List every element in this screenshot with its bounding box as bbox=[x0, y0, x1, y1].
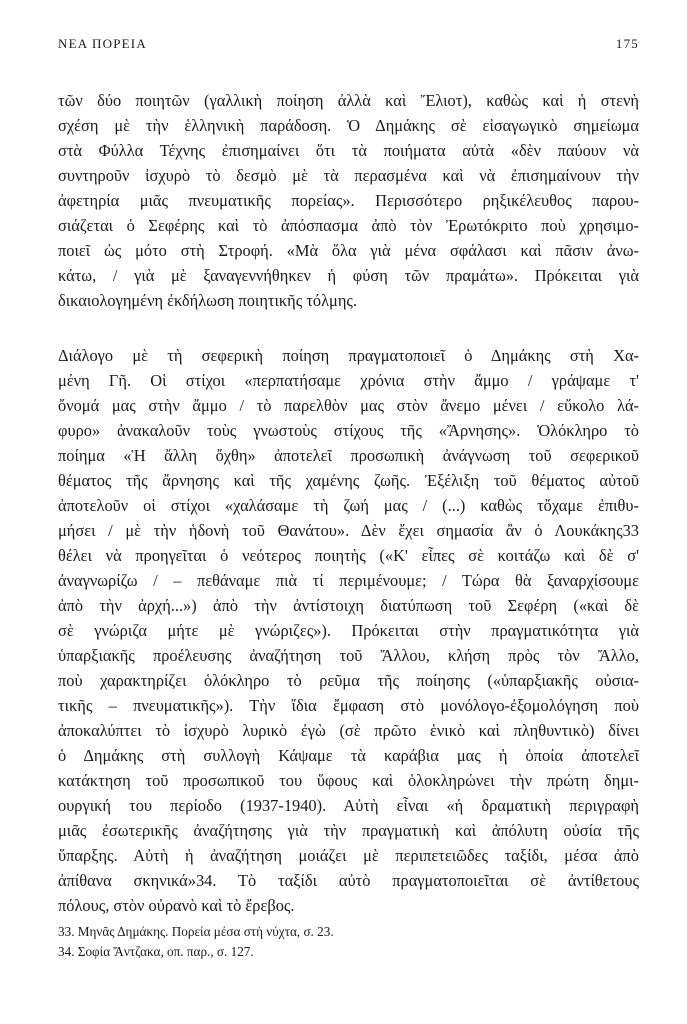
text-line: ποιεῖ ὡς μότο στὴ Στροφή. «Μὰ ὅλα γιὰ μένα σφάλασι καὶ πᾶσιν ἀνω- bbox=[58, 241, 639, 260]
running-head bbox=[58, 36, 639, 52]
text-line: μήσει / μὲ τὴν ἡδονὴ τοῦ Θανάτου». Δὲν ἔχει σημασία ἂν ὁ Λουκάκης33 bbox=[58, 521, 639, 540]
text-line: ἀπίθανα σκηνικά»34. Τὸ ταξίδι αὐτὸ πραγματοποιεῖται σὲ ἀντίθετους bbox=[58, 871, 639, 890]
text-line: πόλους, στὸν οὐρανὸ καὶ τὸ ἔρεβος. bbox=[58, 896, 295, 915]
text-line: ἀναγνωρίζω / – πεθάναμε πιὰ τί περιμένουμε; / Τώρα θὰ ξαναρχίσουμε bbox=[58, 571, 639, 590]
text-line: ὁ Δημάκης στὴ συλλογὴ Κάψαμε τὰ καράβια μας ἡ ὁποία ἀποτελεῖ bbox=[58, 746, 639, 765]
text-line: Διάλογο μὲ τὴ σεφερικὴ ποίηση πραγματοποιεῖ ὁ Δημάκης στὴ Χα- bbox=[58, 346, 639, 365]
text-line: σιάζεται ὁ Σεφέρης καὶ τὸ ἀπόσπασμα ἀπὸ τὸν Ἐρωτόκριτο ποὺ χρησιμο- bbox=[58, 216, 639, 235]
text-line: ὕπαρξης. Αὐτὴ ἡ ἀναζήτηση μοιάζει μὲ περιπετειῶδες ταξίδι, μέσα ἀπὸ bbox=[58, 846, 639, 865]
text-line: ὑπαρξιακῆς προέλευσης ἀναζήτηση τοῦ Ἄλλου, κλήση πρὸς τὸν Ἄλλο, bbox=[58, 646, 639, 665]
text-line: ἀπὸ τὴν ἀρχή...») ἀπὸ τὴν ἀντίστοιχη διατύπωση τοῦ Σεφέρη («καὶ δὲ bbox=[58, 596, 639, 615]
text-line: σχέση μὲ τὴν ἑλληνικὴ παράδοση. Ὁ Δημάκης σὲ εἰσαγωγικὸ σημείωμα bbox=[58, 116, 639, 135]
text-line: σὲ γνώριζα μήτε μὲ γνώριζες»). Πρόκειται στὴν πραγματικότητα γιὰ bbox=[58, 621, 639, 640]
text-line: θέματος τῆς ἄρνησης καὶ τῆς χαμένης ζωῆς. Ἐξέλιξη τοῦ θέματος αὐτοῦ bbox=[58, 471, 639, 490]
text-line: μιᾶς ἐσωτερικῆς ἀναζήτησης γιὰ τὴν πραγματικὴ καὶ ἀπόλυτη οὐσία τῆς bbox=[58, 821, 639, 840]
text-line: ποὺ χαρακτηρίζει ὁλόκληρο τὸ ρεῦμα τῆς ποίησης («ὑπαρξιακῆς οὐσια- bbox=[58, 671, 639, 690]
body-text bbox=[58, 88, 639, 918]
text-line: ποίημα «Ἡ ἄλλη ὄχθη» ἀποτελεῖ προσωπικὴ ἀνάγνωση τοῦ σεφερικοῦ bbox=[58, 446, 639, 465]
text-line: στὰ Φύλλα Τέχνης ἐπισημαίνει ὅτι τὰ ποιήματα αὐτὰ «δὲν παύουν νὰ bbox=[58, 141, 639, 160]
text-line: δικαιολογημένη ἐκδήλωση ποιητικῆς τόλμης. bbox=[58, 291, 358, 310]
page-number: 175 bbox=[615, 36, 639, 51]
text-line: τικῆς – πνευματικῆς»). Τὴν ἴδια ἔμφαση στὸ μονόλογο-ἐξομολόγηση ποὺ bbox=[58, 696, 639, 715]
text-line: ουργική του περίοδο (1937-1940). Αὐτὴ εἶναι «ἡ δραματικὴ περιγραφὴ bbox=[58, 796, 639, 815]
text-line: ἀφετηρία μιᾶς πνευματικῆς πορείας». Περισσότερο ρηξικέλευθος παρου- bbox=[58, 191, 639, 210]
text-line: κάτω, / γιὰ μὲ ξαναγεννήθηκεν ἡ φύση τῶν πραμάτω». Πρόκειται γιὰ bbox=[58, 266, 639, 285]
footnote-34: 34. Σοφία Ἄντζακα, οπ. παρ., σ. 127. bbox=[58, 944, 254, 959]
paragraph-2 bbox=[58, 343, 639, 918]
paragraph-1 bbox=[58, 88, 639, 313]
text-line: ἀποκαλύπτει τὸ ἰσχυρὸ λυρικὸ ἐγὼ (σὲ πρῶτο ἑνικὸ καὶ πληθυντικὸ) δίνει bbox=[58, 721, 639, 740]
text-line: θέλει νὰ προηγεῖται ὁ νεότερος ποιητὴς («Κ' εἶπες σὲ κοιτάζω καὶ δὲ σ' bbox=[58, 546, 639, 565]
text-line: συντηροῦν ἰσχυρὸ τὸ δεσμὸ μὲ τὰ περασμένα καὶ νὰ ἐπισημαίνουν τὴν bbox=[58, 166, 639, 185]
text-line: κατάκτηση τοῦ προσωπικοῦ του ὕφους καὶ ὁλοκληρώνει τὴν πρώτη δημι- bbox=[58, 771, 639, 790]
footnotes bbox=[58, 922, 639, 962]
journal-title: ΝΕΑ ΠΟΡΕΙΑ bbox=[58, 36, 147, 51]
text-line: ὄνομά μας στὴν ἄμμο / τὸ παρελθὸν μας στὸν ἄνεμο μένει / εὔκολο λά- bbox=[58, 396, 639, 415]
text-line: τῶν δύο ποιητῶν (γαλλικὴ ποίηση ἀλλὰ καὶ Ἔλιοτ), καθὼς καὶ ἡ στενὴ bbox=[58, 91, 639, 110]
text-line: μένη Γῆ. Οἱ στίχοι «περπατήσαμε χρόνια στὴν ἄμμο / γράψαμε τ' bbox=[58, 371, 639, 390]
text-line: φυρο» ἀνακαλοῦν τοὺς γνωστοὺς στίχους τῆς «Ἄρνησης». Ὁλόκληρο τὸ bbox=[58, 421, 639, 440]
text-line: ἀποτελοῦν οἱ στίχοι «χαλάσαμε τὴ ζωή μας / (...) καθὼς τὄχαμε ἐπιθυ- bbox=[58, 496, 639, 515]
footnote-33: 33. Μηνᾶς Δημάκης. Πορεία μέσα στὴ νύχτα, σ. 23. bbox=[58, 924, 334, 939]
